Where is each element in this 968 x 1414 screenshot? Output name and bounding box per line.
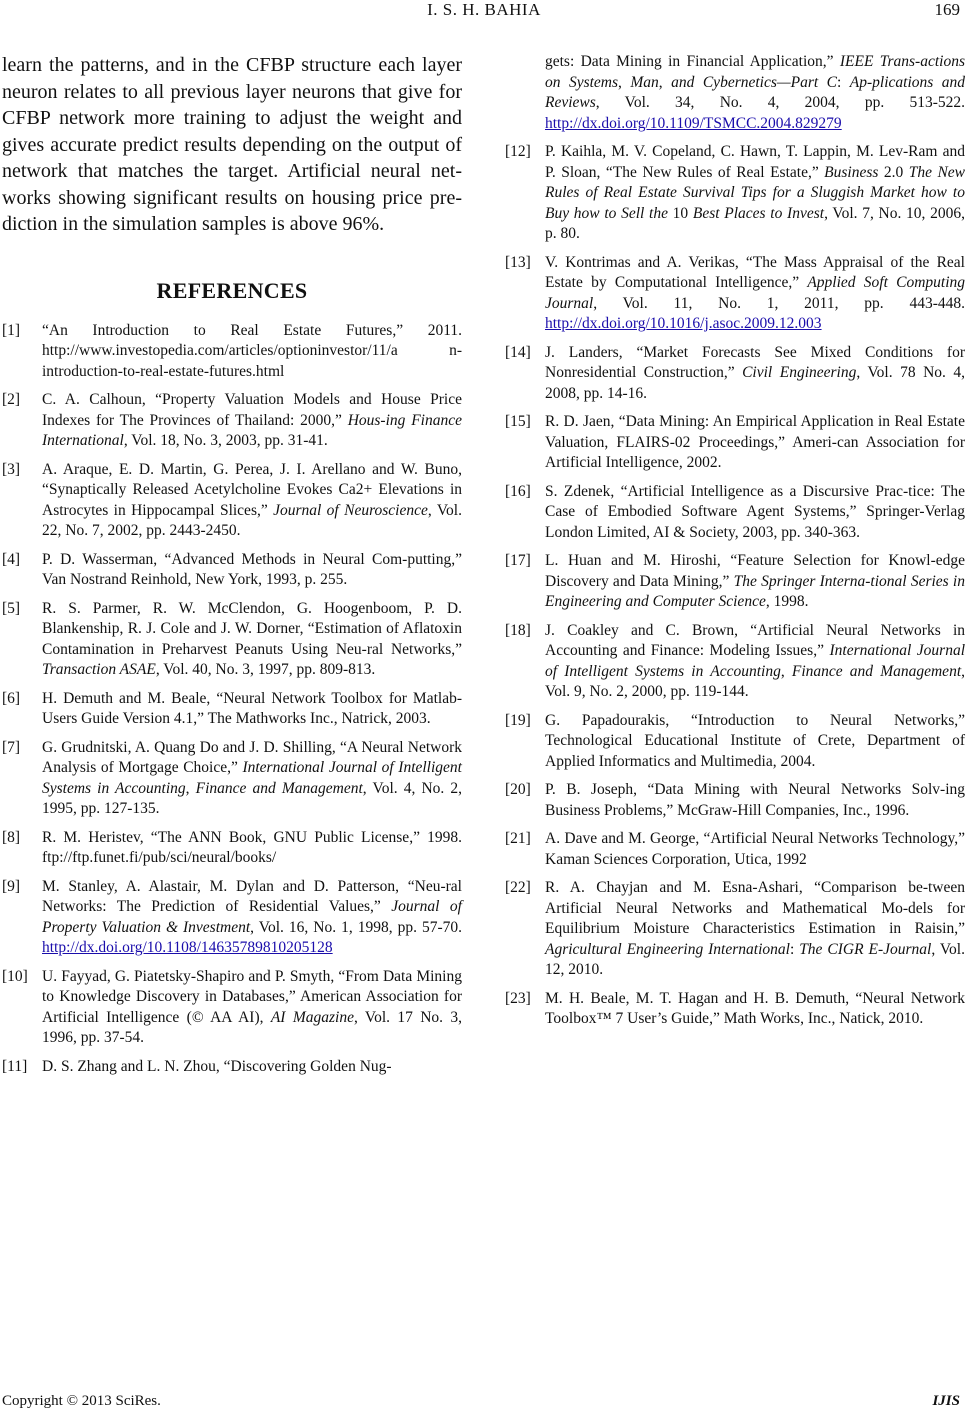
reference-italic-segment: Finance and Management	[195, 779, 363, 797]
reference-segment: A. Dave and M. George, “Artificial Neural Networks Technology,” Kaman Sciences Corporation, Utica, 1992	[545, 830, 965, 868]
reference-number: [13]	[505, 253, 531, 271]
reference-italic-segment: Man	[630, 73, 659, 91]
reference-number: [14]	[505, 343, 531, 361]
right-column	[505, 52, 965, 1038]
reference-number: [20]	[505, 781, 531, 798]
reference-item	[505, 343, 965, 405]
reference-item	[505, 551, 965, 613]
reference-segment: ,	[618, 73, 631, 91]
reference-text	[545, 412, 965, 474]
reference-segment: J. Landers, “Market Forecasts See Mixed Conditions for Nonresidential Construction,”	[545, 343, 965, 381]
reference-text	[545, 482, 965, 544]
reference-item	[2, 877, 462, 959]
doi-link[interactable]: http://dx.doi.org/10.1109/TSMCC.2004.829279	[545, 114, 842, 132]
reference-italic-segment: Transaction ASAE	[42, 661, 156, 678]
reference-text	[42, 738, 462, 820]
reference-italic-segment: The New Rules of Real Estate Survival Tips for a Sluggish Market how to Buy how to Sell the	[545, 163, 966, 222]
reference-number: [11]	[2, 1057, 28, 1075]
reference-segment: P. Kaihla, M. V. Copeland, C. Hawn, T. Lappin, M. Lev-Ram and P. Sloan, “The New Rules of Real Estate,”	[545, 143, 965, 181]
reference-italic-segment: Business	[824, 163, 879, 181]
reference-number: [1]	[2, 321, 21, 339]
reference-number: [15]	[505, 413, 531, 430]
reference-italic-segment: Civil Engineering	[742, 364, 857, 381]
reference-number: [16]	[505, 482, 531, 500]
reference-item	[505, 52, 965, 134]
reference-segment: :	[789, 940, 800, 958]
reference-italic-segment: Ap-plications and Reviews	[545, 73, 966, 111]
doi-link[interactable]: http://dx.doi.org/10.1016/j.asoc.2009.12.003	[545, 315, 822, 332]
reference-item	[2, 689, 462, 730]
reference-item	[505, 142, 965, 245]
reference-segment: ,	[780, 662, 792, 680]
reference-number: [7]	[2, 738, 21, 756]
reference-segment: A. Araque, E. D. Martin, G. Perea, J. I. Arellano and W. Buno, “Synaptically Released Acetylcholine Evokes Ca2+ Elevations in Astrocytes in Hippocampal Slices,”	[42, 460, 462, 519]
reference-segment: , 1998.	[765, 593, 809, 610]
reference-number: [18]	[505, 621, 531, 639]
reference-number: [6]	[2, 689, 21, 707]
reference-segment: , Vol. 12, 2010.	[545, 940, 965, 978]
reference-text	[42, 967, 462, 1049]
reference-italic-segment: Applied Soft Computing Journal	[545, 274, 965, 312]
reference-segment: R. A. Chayjan and M. Esna-Ashari, “Comparison be-tween Artificial Neural Networks and Mathematical Mo-dels for Equilibrium Moisture Characteristics Estimation in Raisin,”	[545, 879, 965, 937]
reference-segment: , Vol. 11, No. 1, 2011, pp. 443-448.	[593, 294, 965, 312]
reference-segment: , Vol. 40, No. 3, 1997, pp. 809-813.	[155, 661, 376, 678]
reference-item	[505, 711, 965, 773]
reference-text	[545, 878, 965, 981]
reference-text	[42, 828, 462, 869]
reference-segment: R. S. Parmer, R. W. McClendon, G. Hoogenboom, P. D. Blankenship, R. J. Cole and J. W. Dorner, “Estimation of Aflatoxin Contamination in Preharvest Peanuts Using Neu-ral Networks,”	[42, 599, 462, 658]
reference-segment: , Vol. 22, No. 7, 2002, pp. 2443-2450.	[42, 501, 462, 539]
reference-item	[2, 390, 462, 452]
reference-item	[2, 460, 462, 542]
reference-segment: V. Kontrimas and A. Verikas, “The Mass Appraisal of the Real Estate by Computational Intelligence,”	[545, 253, 965, 291]
reference-segment: “An Introduction to Real Estate Futures,” 2011. http://www.investopedia.com/articles/optioninvestor/11/a n-introduction-to-real-estate-futures.html	[42, 321, 462, 380]
reference-segment: R. D. Jaen, “Data Mining: An Empirical Application in Real Estate Valuation, FLAIRS-02 Proceedings,” Ameri-can Association for Artificial Intelligence, 2002.	[545, 413, 965, 471]
reference-text	[545, 253, 965, 335]
reference-text	[545, 52, 965, 134]
reference-italic-segment: The Springer Interna-tional Series in Engineering and Computer Science	[545, 572, 965, 610]
reference-segment: H. Demuth and M. Beale, “Neural Network Toolbox for Matlab-Users Guide Version 4.1,” The Mathworks Inc., Natrick, 2003.	[42, 689, 462, 727]
reference-number: [3]	[2, 460, 21, 478]
reference-italic-segment: AI Magazine	[270, 1008, 354, 1026]
left-column	[2, 52, 462, 1085]
reference-segment: C. A. Calhoun, “Property Valuation Models and House Price Indexes for The Provinces of Thailand: 2000,”	[42, 391, 462, 429]
references-heading: REFERENCES	[156, 277, 308, 303]
reference-segment: J. Coakley and C. Brown, “Artificial Neural Networks in Accounting and Finance: Modeling Issues,”	[545, 621, 965, 659]
reference-italic-segment: The CIGR E-Journal	[799, 940, 932, 958]
reference-text	[545, 829, 965, 870]
reference-segment: G. Grudnitski, A. Quang Do and J. D. Shilling, “A Neural Network Analysis of Mortgage Choice,”	[42, 738, 462, 776]
reference-item	[2, 599, 462, 681]
reference-italic-segment: Journal of Neuroscience	[273, 501, 428, 519]
reference-item	[505, 989, 965, 1030]
reference-segment: , Vol. 9, No. 2, 2000, pp. 119-144.	[545, 662, 965, 700]
reference-segment: U. Fayyad, G. Piatetsky-Shapiro and P. Smyth, “From Data Mining to Knowledge Discovery in Databases,” American Association for Artificial Intelligence (© AA AI),	[42, 967, 462, 1026]
reference-number: [9]	[2, 877, 21, 895]
reference-number	[505, 52, 545, 134]
reference-text	[42, 1057, 462, 1078]
reference-text	[545, 551, 965, 613]
reference-segment: M. H. Beale, M. T. Hagan and H. B. Demuth, “Neural Network Toolbox™ 7 User’s Guide,” Math Works, Inc., Natick, 2010.	[545, 989, 965, 1027]
reference-segment: G. Papadourakis, “Introduction to Neural Networks,” Technological Educational Institute of Crete, Department of Applied Informatics and Multimedia, 2004.	[545, 711, 965, 770]
reference-segment: L. Huan and M. Hiroshi, “Feature Selection for Knowl-edge Discovery and Data Mining,”	[545, 552, 965, 590]
reference-number: [19]	[505, 711, 531, 729]
reference-item	[505, 412, 965, 474]
reference-item	[505, 878, 965, 981]
reference-item	[2, 738, 462, 820]
reference-text	[42, 877, 462, 959]
reference-item	[505, 482, 965, 544]
reference-number: [2]	[2, 391, 21, 408]
reference-italic-segment: Agricultural Engineering International	[545, 940, 790, 958]
reference-text	[42, 689, 462, 730]
reference-item	[2, 828, 462, 869]
reference-segment: 10	[667, 204, 693, 222]
reference-item	[505, 253, 965, 335]
reference-item	[505, 829, 965, 870]
reference-number: [21]	[505, 830, 531, 847]
references-list-right	[505, 52, 965, 1030]
reference-item	[2, 550, 462, 591]
reference-item	[505, 780, 965, 821]
reference-text	[545, 343, 965, 405]
reference-segment: gets: Data Mining in Financial Application,”	[545, 53, 840, 70]
doi-link[interactable]: http://dx.doi.org/10.1108/14635789810205128	[42, 939, 333, 956]
reference-text	[42, 550, 462, 591]
reference-segment: R. M. Heristev, “The ANN Book, GNU Public License,” 1998. ftp://ftp.funet.fi/pub/sci/neural/books/	[42, 828, 462, 866]
reference-italic-segment: Hous-ing Finance International	[42, 411, 462, 449]
reference-segment: P. D. Wasserman, “Advanced Methods in Neural Com-putting,” Van Nostrand Reinhold, New York, 1993, p. 255.	[42, 550, 462, 588]
reference-number: [12]	[505, 143, 531, 160]
reference-italic-segment: IEEE Trans-actions on Systems	[545, 53, 965, 91]
reference-italic-segment: International Journal of Intelligent Systems in Accounting	[545, 642, 965, 680]
footer-journal: IJIS	[932, 1393, 960, 1409]
reference-text	[545, 780, 965, 821]
reference-number: [5]	[2, 599, 21, 617]
reference-segment: , Vol. 7, No. 10, 2006, p. 80.	[545, 204, 966, 242]
reference-number: [22]	[505, 879, 531, 896]
reference-text	[42, 390, 462, 452]
reference-segment: D. S. Zhang and L. N. Zhou, “Discovering Golden Nug-	[42, 1057, 392, 1075]
reference-text	[545, 711, 965, 773]
reference-text	[42, 321, 462, 383]
reference-text	[42, 599, 462, 681]
reference-number: [17]	[505, 552, 531, 569]
reference-segment: , Vol. 17 No. 3, 1996, pp. 37-54.	[42, 1008, 462, 1046]
reference-text	[545, 989, 965, 1030]
reference-segment: ,	[185, 779, 196, 797]
footer-copyright: Copyright © 2013 SciRes.	[2, 1393, 161, 1409]
reference-item	[2, 1057, 462, 1078]
reference-item	[2, 967, 462, 1049]
references-list-left	[2, 321, 462, 1078]
reference-number: [23]	[505, 989, 531, 1007]
reference-number: [10]	[2, 967, 28, 985]
reference-segment: 2.0	[878, 163, 909, 181]
reference-segment: ,	[658, 73, 672, 91]
reference-item	[2, 321, 462, 383]
reference-segment: S. Zdenek, “Artificial Intelligence as a Discursive Prac-tice: The Case of Embodied Software Agent Systems,” Springer-Verlag London Limited, AI & Society, 2003, pp. 340-363.	[545, 482, 965, 541]
reference-segment: P. B. Joseph, “Data Mining with Neural Networks Solv-ing Business Problems,” McGraw-Hill Companies, Inc., 1996.	[545, 781, 965, 819]
reference-italic-segment: and Cybernetics—Part C	[671, 73, 838, 91]
reference-text	[42, 460, 462, 542]
reference-number: [8]	[2, 828, 21, 846]
reference-item	[505, 621, 965, 703]
reference-segment: , Vol. 16, No. 1, 1998, pp. 57-70.	[250, 918, 463, 936]
reference-italic-segment: Journal of Property Valuation & Investment	[42, 898, 462, 936]
reference-number: [4]	[2, 550, 21, 568]
reference-segment: M. Stanley, A. Alastair, M. Dylan and D. Patterson, “Neu-ral Networks: The Prediction of Residential Values,”	[42, 877, 462, 915]
reference-segment: :	[837, 73, 850, 91]
reference-segment: , Vol. 78 No. 4, 2008, pp. 14-16.	[545, 364, 966, 402]
reference-italic-segment: International Journal of Intelligent Systems in Accounting	[42, 759, 462, 797]
reference-text	[545, 142, 965, 245]
reference-segment: , Vol. 18, No. 3, 2003, pp. 31-41.	[123, 432, 328, 449]
reference-segment: , Vol. 34, No. 4, 2004, pp. 513-522.	[595, 94, 965, 111]
running-header-author: I. S. H. BAHIA	[427, 0, 541, 19]
intro-paragraph: learn the patterns, and in the CFBP structure each layer neuron relates to all previous layer neurons that give for CFBP network more training to adjust the weight and gives accurate predict results depending on the output of network that matches the target. Artificial neural net-works showing significant results on housing price pre-diction in the simulation samples is above 96%.	[2, 54, 462, 235]
page-number: 169	[934, 0, 960, 19]
reference-italic-segment: Finance and Management	[791, 662, 962, 680]
reference-italic-segment: Best Places to Invest	[692, 204, 825, 222]
reference-segment: , Vol. 4, No. 2, 1995, pp. 127-135.	[42, 779, 462, 817]
reference-text	[545, 621, 965, 703]
